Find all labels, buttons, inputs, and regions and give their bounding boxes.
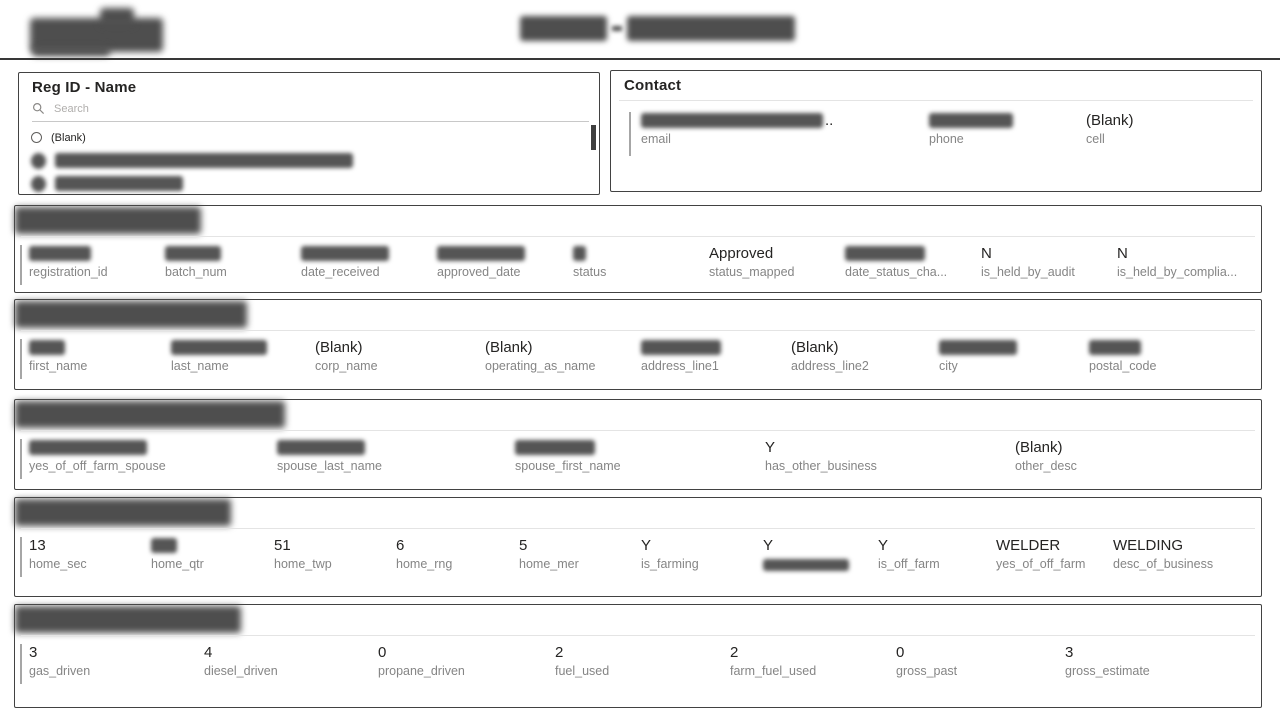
slicer-reg-id-name	[18, 72, 600, 195]
field-label: gross_past	[896, 664, 958, 678]
field-value	[641, 337, 791, 358]
search-input[interactable]	[52, 102, 589, 116]
field-home_rng	[396, 535, 519, 571]
field-value: Y	[763, 537, 774, 554]
title-divider	[619, 100, 1253, 101]
field-label: has_other_business	[765, 459, 877, 473]
field-label: status	[573, 265, 607, 279]
redacted-value-blob	[29, 340, 65, 355]
field-is_held_by_audit	[981, 243, 1117, 279]
field-home_twp	[274, 535, 396, 571]
field-value: N	[1117, 245, 1128, 262]
field-gas_driven	[29, 642, 204, 678]
card-body	[29, 243, 1261, 279]
field-value	[1089, 337, 1156, 358]
field-label: corp_name	[315, 359, 378, 373]
field-value: WELDING	[1113, 537, 1184, 554]
logo-blob	[100, 8, 134, 26]
redacted-value-blob	[845, 246, 925, 261]
redacted-value-blob	[29, 246, 91, 261]
field-label: gas_driven	[29, 664, 91, 678]
field-value	[277, 437, 515, 458]
field-label: propane_driven	[378, 664, 465, 678]
field-value: N	[981, 245, 992, 262]
field-label: home_mer	[519, 557, 579, 571]
field-label: other_desc	[1015, 459, 1077, 473]
field-cell	[1086, 110, 1134, 146]
field-gross_estimate	[1065, 642, 1150, 678]
field-label: is_held_by_audit	[981, 265, 1075, 279]
field-gross_past	[896, 642, 1065, 678]
field-value: 2	[555, 644, 564, 661]
redacted-option-blob	[55, 153, 353, 168]
field-status_mapped	[709, 243, 845, 279]
contact-fields	[641, 110, 1261, 146]
field-farm_fuel_used	[730, 642, 896, 678]
header-divider	[0, 58, 1280, 60]
redacted-value-blob	[301, 246, 389, 261]
field-label: is_farming	[641, 557, 699, 571]
field-home_qtr	[151, 535, 274, 571]
row-accent-bar	[20, 439, 22, 479]
field-address_line2	[791, 337, 939, 373]
field-registration_id	[29, 243, 165, 279]
field-yes_of_off_farm_spouse	[29, 437, 277, 473]
card-title-redacted	[15, 401, 285, 428]
slicer-search-row	[32, 99, 589, 122]
field-is_off_farm	[878, 535, 996, 571]
search-icon	[32, 102, 45, 115]
field-propane_driven	[378, 642, 555, 678]
field-value: 3	[29, 644, 38, 661]
field-value: (Blank)	[1015, 439, 1063, 456]
field-label: address_line1	[641, 359, 719, 373]
field-label: email	[641, 132, 671, 146]
field-status	[573, 243, 709, 279]
radio-icon	[31, 132, 42, 143]
field-redacted	[763, 535, 878, 571]
field-value: (Blank)	[315, 339, 363, 356]
redacted-value-blob	[515, 440, 595, 455]
field-value: 3	[1065, 644, 1074, 661]
field-has_other_business	[765, 437, 1015, 473]
slicer-option-blank[interactable]	[31, 126, 599, 149]
card-fields	[29, 642, 1261, 678]
title-blob	[520, 16, 607, 41]
field-label: date_received	[301, 265, 380, 279]
field-label: phone	[929, 132, 964, 146]
row-accent-bar	[20, 537, 22, 577]
field-value: 0	[896, 644, 905, 661]
redacted-value-blob	[437, 246, 525, 261]
field-city	[939, 337, 1089, 373]
field-value: 4	[204, 644, 213, 661]
title-divider	[21, 430, 1255, 431]
redacted-value-blob	[641, 340, 721, 355]
field-value: (Blank)	[791, 339, 839, 356]
field-value: 6	[396, 537, 405, 554]
field-label: fuel_used	[555, 664, 610, 678]
card-home-farm	[14, 497, 1262, 597]
field-value	[165, 243, 301, 264]
field-value: WELDER	[996, 537, 1061, 554]
field-label: home_sec	[29, 557, 87, 571]
field-value: 5	[519, 537, 528, 554]
radio-redacted-icon	[31, 176, 46, 192]
field-spouse_first_name	[515, 437, 765, 473]
field-label: first_name	[29, 359, 88, 373]
redacted-label-blob	[763, 559, 849, 571]
field-is_held_by_complia	[1117, 243, 1237, 279]
slicer-option-redacted[interactable]	[31, 172, 599, 195]
redacted-value-blob	[171, 340, 267, 355]
card-fields	[29, 437, 1261, 473]
field-last_name	[171, 337, 315, 373]
field-home_sec	[29, 535, 151, 571]
field-yes_of_off_farm	[996, 535, 1113, 571]
row-accent-bar	[20, 339, 22, 379]
field-email	[641, 110, 929, 146]
field-value: 2	[730, 644, 739, 661]
redacted-option-blob	[55, 176, 183, 191]
title-divider	[21, 236, 1255, 237]
redacted-value-blob	[641, 113, 823, 128]
field-value: 13	[29, 537, 46, 554]
field-value: Y	[878, 537, 889, 554]
field-value	[939, 337, 1089, 358]
card-name-address	[14, 299, 1262, 390]
field-batch_num	[165, 243, 301, 279]
card-fields	[29, 535, 1261, 571]
redacted-value-blob	[1089, 340, 1141, 355]
radio-redacted-icon	[31, 153, 46, 169]
redacted-value-blob	[929, 113, 1013, 128]
field-value: Y	[641, 537, 652, 554]
row-accent-bar	[629, 112, 631, 156]
redacted-value-blob	[573, 246, 586, 261]
report-title-redacted	[520, 15, 795, 41]
card-title-redacted	[15, 606, 241, 633]
contact-title: Contact	[624, 77, 682, 94]
field-operating_as_name	[485, 337, 641, 373]
field-label: diesel_driven	[204, 664, 278, 678]
field-label: batch_num	[165, 265, 227, 279]
field-phone	[929, 110, 1086, 146]
field-diesel_driven	[204, 642, 378, 678]
field-label	[763, 557, 878, 571]
field-postal_code	[1089, 337, 1156, 373]
card-fuel	[14, 604, 1262, 708]
row-accent-bar	[20, 644, 22, 684]
field-value: Y	[765, 439, 776, 456]
title-divider	[21, 635, 1255, 636]
field-value	[29, 437, 277, 458]
field-label: yes_of_off_farm	[996, 557, 1086, 571]
field-other_desc	[1015, 437, 1077, 473]
field-value: 0	[378, 644, 387, 661]
card-title-redacted	[15, 301, 247, 328]
card-body	[29, 535, 1261, 571]
field-label: is_off_farm	[878, 557, 940, 571]
card-title-redacted	[15, 207, 201, 234]
field-label: postal_code	[1089, 359, 1157, 373]
title-divider	[21, 528, 1255, 529]
field-label: cell	[1086, 132, 1105, 146]
title-divider	[21, 330, 1255, 331]
field-label: home_qtr	[151, 557, 204, 571]
field-home_mer	[519, 535, 641, 571]
option-label: (Blank)	[51, 131, 86, 144]
field-label: registration_id	[29, 265, 108, 279]
field-label: home_rng	[396, 557, 453, 571]
field-value	[301, 243, 437, 264]
field-value	[845, 243, 981, 264]
field-label: spouse_first_name	[515, 459, 621, 473]
contact-body	[641, 110, 1261, 146]
field-value	[171, 337, 315, 358]
field-date_status_cha	[845, 243, 981, 279]
slicer-title: Reg ID - Name	[32, 79, 137, 96]
logo-blob	[32, 46, 110, 56]
field-label: last_name	[171, 359, 229, 373]
card-title-redacted	[15, 499, 231, 526]
field-corp_name	[315, 337, 485, 373]
field-value: (Blank)	[485, 339, 533, 356]
contact-card	[610, 70, 1262, 192]
field-label: is_held_by_complia...	[1117, 265, 1238, 279]
redacted-value-blob	[939, 340, 1017, 355]
field-value	[29, 337, 171, 358]
field-address_line1	[641, 337, 791, 373]
field-label: home_twp	[274, 557, 332, 571]
field-value	[437, 243, 573, 264]
redacted-value-blob	[277, 440, 365, 455]
field-label: date_status_cha...	[845, 265, 948, 279]
field-first_name	[29, 337, 171, 373]
field-is_farming	[641, 535, 763, 571]
title-dash	[612, 26, 622, 31]
scrollbar-thumb[interactable]	[591, 125, 596, 150]
title-blob	[627, 16, 795, 41]
field-desc_of_business	[1113, 535, 1213, 571]
slicer-option-redacted[interactable]	[31, 149, 599, 172]
field-label: city	[939, 359, 958, 373]
redacted-value-blob	[165, 246, 221, 261]
field-value	[929, 110, 1086, 131]
field-label: desc_of_business	[1113, 557, 1214, 571]
field-fuel_used	[555, 642, 730, 678]
field-label: spouse_last_name	[277, 459, 382, 473]
field-value	[151, 535, 274, 556]
field-label: operating_as_name	[485, 359, 596, 373]
slicer-option-list	[31, 126, 599, 195]
field-value	[515, 437, 765, 458]
card-fields	[29, 337, 1261, 373]
redacted-value-blob	[29, 440, 147, 455]
field-approved_date	[437, 243, 573, 279]
field-value: (Blank)	[1086, 112, 1134, 129]
field-label: status_mapped	[709, 265, 795, 279]
field-spouse_last_name	[277, 437, 515, 473]
field-label: approved_date	[437, 265, 521, 279]
field-value	[573, 243, 709, 264]
row-accent-bar	[20, 245, 22, 285]
field-label: gross_estimate	[1065, 664, 1150, 678]
field-label: farm_fuel_used	[730, 664, 817, 678]
field-value: Approved	[709, 245, 774, 262]
field-date_received	[301, 243, 437, 279]
field-value	[29, 243, 165, 264]
card-body	[29, 337, 1261, 373]
card-spouse-business	[14, 399, 1262, 490]
field-value: ..	[641, 110, 929, 131]
field-label: address_line2	[791, 359, 869, 373]
card-registration	[14, 205, 1262, 293]
field-label: yes_of_off_farm_spouse	[29, 459, 166, 473]
card-body	[29, 437, 1261, 473]
card-body	[29, 642, 1261, 678]
field-value: 51	[274, 537, 291, 554]
card-fields	[29, 243, 1261, 279]
redacted-value-blob	[151, 538, 177, 553]
